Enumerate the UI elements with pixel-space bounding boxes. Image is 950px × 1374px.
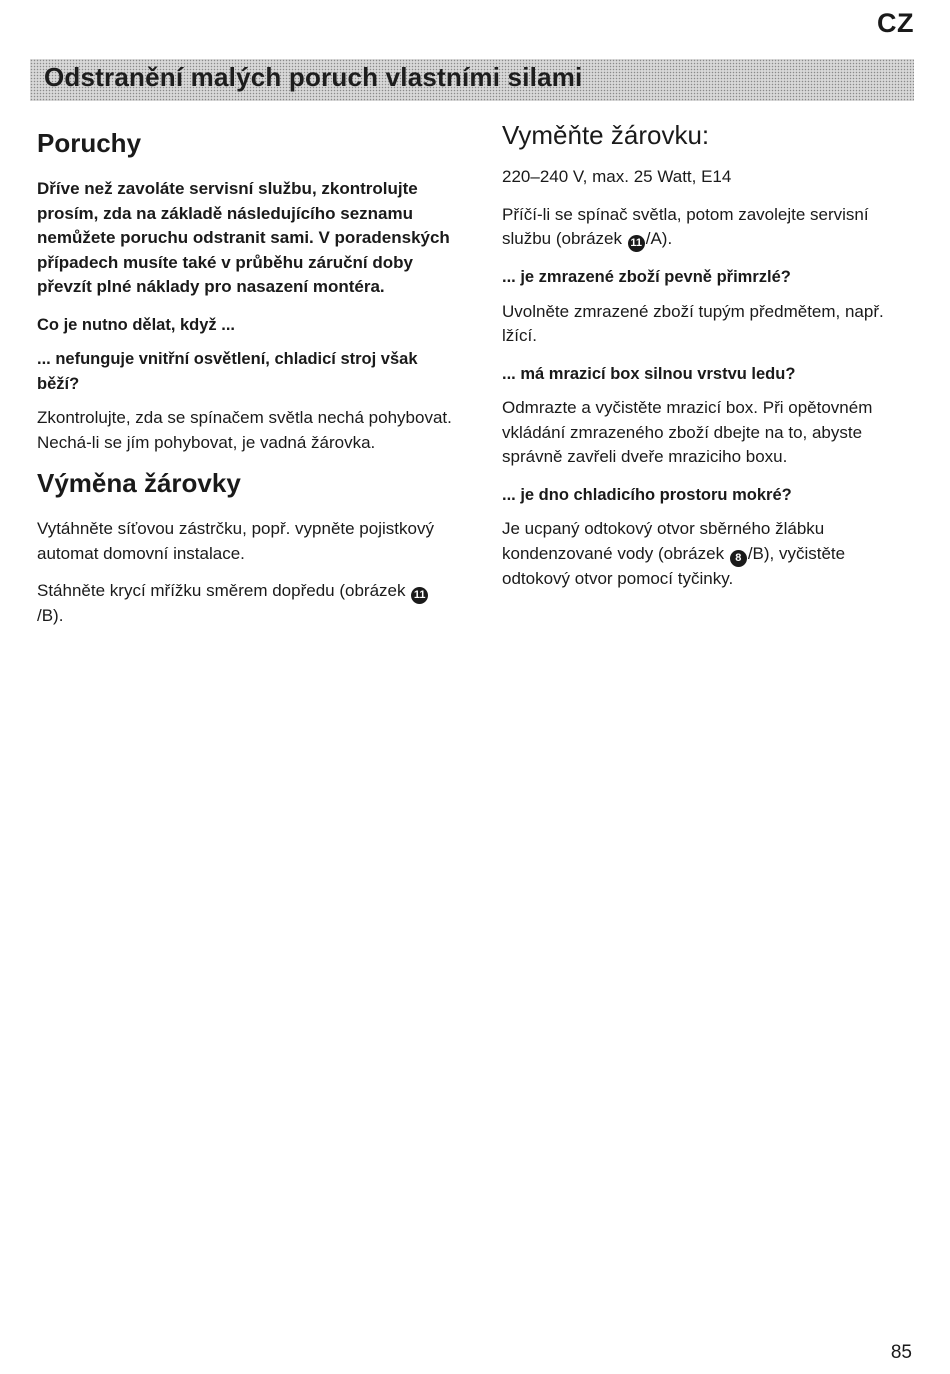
remove-grille-suffix: /B).	[37, 606, 64, 626]
answer-wet-floor	[502, 517, 912, 591]
right-column	[502, 120, 912, 604]
banner-title: Odstranění malých poruch vlastními silami	[44, 62, 583, 92]
section-banner	[30, 59, 914, 101]
question-wet-floor: ... je dno chladicího prostoru mokré?	[502, 485, 792, 504]
heading-poruchy: Poruchy	[37, 128, 142, 158]
answer-lighting: Zkontrolujte, zda se spínačem světla nechá pohybovat. Nechá-li se jím pohybovat, je vadná žárovka.	[37, 408, 452, 452]
language-code: CZ	[877, 8, 914, 38]
figure-number-icon: 11	[628, 235, 645, 252]
page-number: 85	[890, 1342, 912, 1363]
switch-stuck-paragraph	[502, 203, 912, 253]
left-column	[37, 120, 452, 642]
answer-ice-layer: Odmrazte a vyčistěte mrazicí box. Při opětovném vkládání zmrazeného zboží dbejte na to, abyste správně zavřeli dveře mraziciho boxu.	[502, 398, 873, 467]
remove-grille-text: Stáhněte krycí mřížku směrem dopředu (obrázek	[37, 581, 411, 601]
switch-stuck-text: Příčí-li se spínač světla, potom zavolejte servisní službu (obrázek	[502, 204, 869, 249]
remove-grille-paragraph	[37, 579, 452, 629]
figure-number-icon: 8	[730, 550, 747, 567]
bulb-spec: 220–240 V, max. 25 Watt, E14	[502, 167, 732, 187]
what-to-do-heading: Co je nutno dělat, když ...	[37, 315, 236, 334]
wet-floor-text: Je ucpaný odtokový otvor sběrného žlábku kondenzované vody (obrázek	[502, 519, 825, 563]
question-ice-layer: ... má mrazicí box silnou vrstvu ledu?	[502, 364, 796, 383]
figure-number-icon: 11	[411, 587, 428, 604]
question-frozen-goods: ... je zmrazené zboží pevně přimrzlé?	[502, 268, 791, 287]
unplug-paragraph: Vytáhněte síťovou zástrčku, popř. vypněte pojistkový automat domovní instalace.	[37, 519, 434, 563]
question-lighting: ... nefunguje vnitřní osvětlení, chladicí stroj však běží?	[37, 350, 418, 393]
switch-stuck-suffix: /A).	[645, 229, 673, 249]
answer-frozen-goods: Uvolněte zmrazené zboží tupým předmětem, např. lžící.	[502, 301, 884, 346]
heading-vymente-zarovku: Vyměňte žárovku:	[502, 120, 710, 150]
wet-floor-suffix: /B), vyčistěte odtokový otvor pomocí tyčinky.	[502, 543, 846, 588]
heading-vymena-zarovky: Výměna žárovky	[37, 468, 241, 499]
intro-paragraph: Dříve než zavoláte servisní službu, zkontrolujte prosím, zda na základě následujícího seznamu nemůžete poruchu odstranit sami. V poradenských případech musíte také v průběhu záruční doby převzít plné náklady pro nasazení montéra.	[37, 179, 450, 297]
